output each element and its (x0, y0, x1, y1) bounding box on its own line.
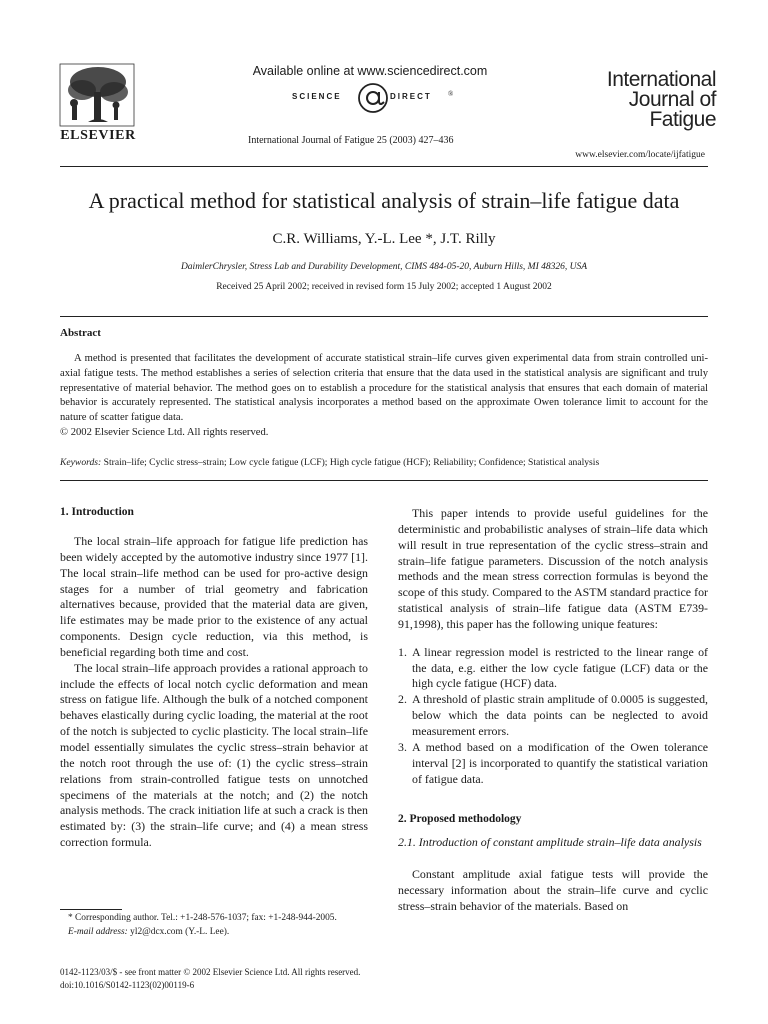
sciencedirect-right-word: DIRECT (390, 92, 432, 101)
publisher-name: ELSEVIER (60, 128, 136, 143)
sciencedirect-logo (290, 80, 460, 114)
keywords-list: Strain–life; Cyclic stress–strain; Low cycle fatigue (LCF); High cycle fatigue (HCF); Reliability; Confidence; Statistical analysis (103, 457, 600, 468)
section-heading-introduction: 1. Introduction (60, 506, 134, 518)
journal-citation: International Journal of Fatigue 25 (2003) 427–436 (248, 135, 454, 146)
author-list: C.R. Williams, Y.-L. Lee *, J.T. Rilly (272, 231, 496, 247)
journal-url-link[interactable]: www.elsevier.com/locate/ijfatigue (575, 150, 705, 160)
list-item: 2. A threshold of plastic strain amplitude of 0.0005 is suggested, below which the data points can be neglected to avoid measurement errors. (398, 692, 708, 738)
abstract-paragraph: A method is presented that facilitates the development of accurate statistical strain–life curves given experimental data from strain controlled uni-axial fatigue tests. The method establishes a series of selection criteria that ensure that the data used in the statistical analysis are significant and truly representative of material behavior. The method goes on to establish a procedure for the statistical analysis that ensures that each domain of material behavior is accurately represented. The statistical analysis incorporates a method based on the approximate Owen tolerance limit to account for the nature of scatter fatigue data. (60, 353, 708, 424)
paper-title: A practical method for statistical analysis of strain–life fatigue data (88, 188, 680, 213)
received-dates: Received 25 April 2002; received in revised form 15 July 2002; accepted 1 August 2002 (216, 282, 552, 292)
abstract-top-rule (60, 316, 708, 317)
registered-mark-icon: ® (448, 90, 454, 98)
left-column (60, 506, 368, 851)
subsection-heading: 2.1. Introduction of constant amplitude strain–life data analysis (398, 835, 702, 850)
intro-paragraph-3: This paper intends to provide useful guidelines for the deterministic and probabilistic analyses of strain–life data which will result in true representation of the cyclic stress–strain and strain–life fatigue parameters. Discussion of the notch analysis methods and the mean stress correction formulas is beyond the scope of this study. Compared to the ASTM standard practice for statistical analysis of strain–life fatigue data (ASTM E739-91,1998), this paper has the following unique features: (398, 506, 708, 631)
abstract-bottom-rule (60, 480, 708, 481)
right-column (398, 506, 708, 915)
keywords-label: Keywords: (60, 457, 102, 468)
methodology-paragraph-1: Constant amplitude axial fatigue tests will provide the necessary information about the strain–life curve and cyclic stress–strain behavior of the materials. Based on (398, 867, 708, 913)
doi-link[interactable]: doi:10.1016/S0142-1123(02)00119-6 (60, 980, 195, 990)
available-online-text: Available online at www.sciencedirect.com (252, 64, 488, 78)
intro-paragraph-2: The local strain–life approach provides a rational approach to include the effects of local notch cyclic deformation and mean stress on fatigue life. Although the bulk of a notched component behaves elastically during cyclic loading, the material at the root of the notch is subjected to cyclic plasticity. The local strain–life model essentially simulates the cyclic stress–strain behavior at the notch root through the use of: (1) the cyclic stress–strain relations from strain-controlled fatigue tests on unnotched specimens of the materials at the notch; and (2) the notch analysis methods. The crack initiation life at such a crack is then estimated by: (3) the strain–life curve; and (4) a mean stress correction formula. (60, 660, 368, 850)
journal-masthead (596, 70, 716, 130)
intro-paragraph-1: The local strain–life approach for fatigue life prediction has been widely accepted by the automotive industry since 1977 [1]. The local strain–life method can be used for pro-active design stages for a number of trial geometry and fabrication alternatives because, provided that the material data are given, life estimates may be made prior to the existence of any actual components. Design cycle reduction, via this method, is beneficial regarding both time and cost. (60, 534, 368, 659)
abstract-heading: Abstract (60, 327, 101, 339)
author-email-link[interactable]: yl2@dcx.com (Y.-L. Lee). (130, 926, 230, 937)
sciencedirect-left-word: SCIENCE (292, 92, 342, 101)
issn-line: 0142-1123/03/$ - see front matter © 2002 Elsevier Science Ltd. All rights reserved. (60, 967, 361, 977)
abstract-body (60, 352, 708, 441)
at-sign-icon (356, 80, 390, 114)
abstract-copyright: © 2002 Elsevier Science Ltd. All rights reserved. (60, 426, 269, 438)
list-item: 3. A method based on a modification of the Owen tolerance interval [2] is incorporated to quantify the statistical variation of fatigue data. (398, 739, 708, 786)
keywords-line (60, 457, 720, 468)
footnote (60, 912, 368, 939)
email-note: E-mail address: yl2@dcx.com (Y.-L. Lee). (68, 926, 230, 937)
footnote-rule (60, 909, 122, 910)
journal-masthead-line-1: International (606, 68, 716, 91)
features-list (398, 645, 708, 788)
journal-masthead-line-3: Fatigue (649, 108, 716, 131)
author-affiliation: DaimlerChrysler, Stress Lab and Durability Development, CIMS 484-05-20, Auburn Hills, MI 48326, USA (180, 262, 588, 272)
front-matter-note (60, 966, 460, 992)
list-item: 1. A linear regression model is restricted to the linear range of the data, e.g. either the low cycle fatigue (LCF) data or the high cycle fatigue (HCF) data. (398, 644, 708, 691)
header-rule (60, 166, 708, 167)
corresponding-author-note: * Corresponding author. Tel.: +1-248-576-1037; fax: +1-248-944-2005. (68, 913, 337, 923)
section-heading-methodology: 2. Proposed methodology (398, 813, 522, 826)
journal-masthead-line-2: Journal of (628, 88, 716, 111)
